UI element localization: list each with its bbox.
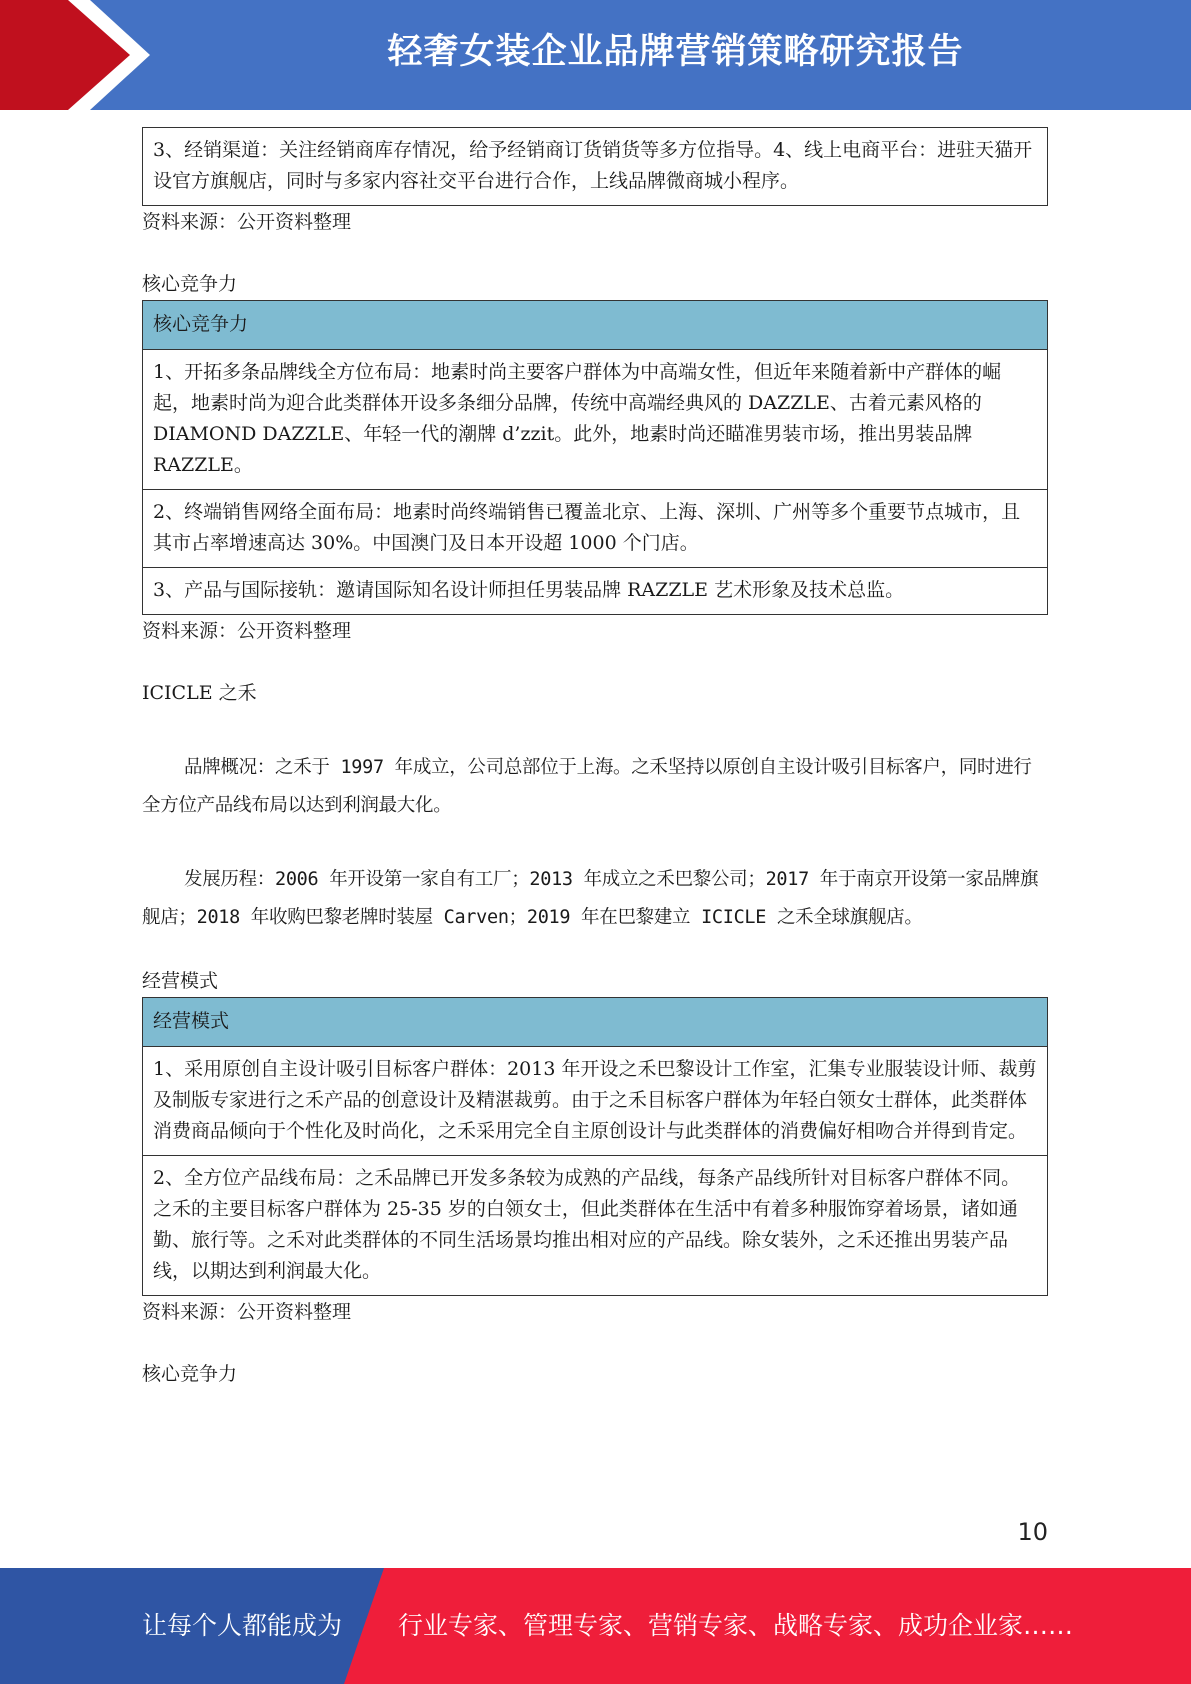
channels-table <box>142 127 1048 206</box>
section-label-core: 核心竞争力 <box>142 273 238 295</box>
business-model-table <box>142 997 1048 1296</box>
footer-slogan-right: 行业专家、管理专家、营销专家、战略专家、成功企业家…… <box>398 1611 1074 1640</box>
footer-slogan-left: 让每个人都能成为 <box>142 1611 343 1640</box>
table-header: 核心竞争力 <box>143 301 1047 349</box>
table-row: 1、采用原创自主设计吸引目标客户群体：2013 年开设之禾巴黎设计工作室，汇集专业服装设计师、裁剪及制版专家进行之禾产品的创意设计及精湛裁剪。由于之禾目标客户群体为年轻白领女士群体，此类群体消费商品倾向于个性化及时尚化，之禾采用完全自主原创设计与此类群体的消费偏好相吻合并得到肯定。 <box>143 1046 1047 1155</box>
brand-name: ICICLE 之禾 <box>142 682 257 704</box>
table-row: 3、产品与国际接轨：邀请国际知名设计师担任男装品牌 RAZZLE 艺术形象及技术总监。 <box>143 567 1047 614</box>
report-title: 轻奢女装企业品牌营销策略研究报告 <box>387 32 964 72</box>
page-content <box>142 127 1048 1388</box>
table-row: 3、经销渠道：关注经销商库存情况，给予经销商订货销货等多方位指导。4、线上电商平台：进驻天猫开设官方旗舰店，同时与多家内容社交平台进行合作，上线品牌微商城小程序。 <box>153 139 1033 192</box>
brand-history: 发展历程：2006 年开设第一家自有工厂；2013 年成立之禾巴黎公司；2017 年于南京开设第一家品牌旗舰店；2018 年收购巴黎老牌时装屋 Carven；2019 年在巴黎建立 ICICLE 之禾全球旗舰店。 <box>142 869 1039 928</box>
page-header <box>0 0 1191 110</box>
source-note: 资料来源：公开资料整理 <box>142 620 352 642</box>
table-row: 2、终端销售网络全面布局：地素时尚终端销售已覆盖北京、上海、深圳、广州等多个重要节点城市，且其市占率增速高达 30%。中国澳门及日本开设超 1000 个门店。 <box>143 489 1047 567</box>
header-arrow-icon <box>0 0 140 110</box>
table-row: 1、开拓多条品牌线全方位布局：地素时尚主要客户群体为中高端女性，但近年来随着新中产群体的崛起，地素时尚为迎合此类群体开设多条细分品牌，传统中高端经典风的 DAZZLE、古着元素风格的 DIAMOND DAZZLE、年轻一代的潮牌 d’zzit。此外，地素时尚还瞄准男装市场，推出男装品牌 RAZZLE。 <box>143 349 1047 489</box>
page-number: 10 <box>1017 1518 1048 1546</box>
source-note: 资料来源：公开资料整理 <box>142 1301 352 1323</box>
section-label-core-tail: 核心竞争力 <box>142 1363 238 1385</box>
source-note: 资料来源：公开资料整理 <box>142 211 352 233</box>
core-competence-table <box>142 300 1048 615</box>
table-header: 经营模式 <box>143 998 1047 1046</box>
brand-overview: 品牌概况：之禾于 1997 年成立，公司总部位于上海。之禾坚持以原创自主设计吸引目标客户，同时进行全方位产品线布局以达到利润最大化。 <box>142 757 1032 816</box>
page-footer <box>0 1568 1191 1684</box>
table-row: 2、全方位产品线布局：之禾品牌已开发多条较为成熟的产品线，每条产品线所针对目标客户群体不同。之禾的主要目标客户群体为 25-35 岁的白领女士，但此类群体在生活中有着多种服饰穿着场景，诸如通勤、旅行等。之禾对此类群体的不同生活场景均推出相对应的产品线。除女装外，之禾还推出男装产品线，以期达到利润最大化。 <box>143 1155 1047 1295</box>
section-label-business: 经营模式 <box>142 970 219 992</box>
